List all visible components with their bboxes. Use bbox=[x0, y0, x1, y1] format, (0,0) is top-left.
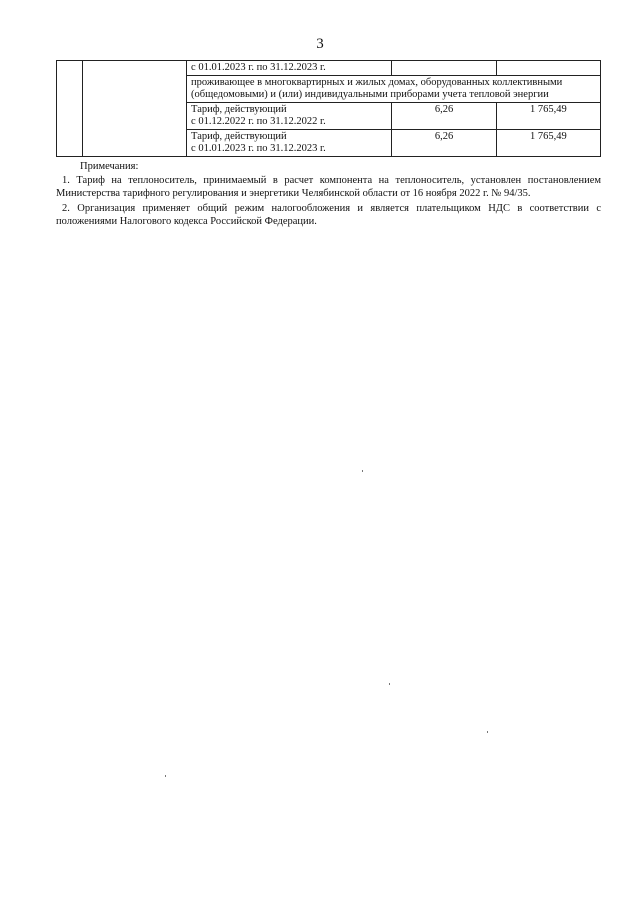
table-section-heading: проживающее в многоквартирных и жилых домах, оборудованных коллективными (общедомовыми) и (или) индивидуальными приборами учета тепловой энергии bbox=[187, 76, 601, 103]
table-cell-empty-e bbox=[496, 61, 600, 76]
scan-speck bbox=[165, 775, 166, 777]
tariff-label-cell bbox=[187, 130, 392, 157]
notes-heading: Примечания: bbox=[80, 161, 139, 172]
tariff-value-2: 1 765,49 bbox=[496, 103, 600, 130]
table-cell-empty-b bbox=[82, 61, 186, 157]
tariff-table bbox=[56, 60, 601, 157]
table-cell-empty-a bbox=[57, 61, 83, 157]
note-item: 2. Организация применяет общий режим налогообложения и является плательщиком НДС в соответствии с положениями Налогового кодекса Российской Федерации. bbox=[56, 203, 601, 227]
page-number: 3 bbox=[316, 36, 324, 52]
scan-speck bbox=[487, 731, 488, 733]
tariff-value-1: 6,26 bbox=[392, 130, 496, 157]
note-item: 1. Тариф на теплоноситель, принимаемый в расчет компонента на теплоноситель, установлен постановлением Министерства тарифного регулирования и энергетики Челябинской области от 16 ноября 2022 г. № 94/35. bbox=[56, 175, 601, 199]
tariff-label-cell bbox=[187, 103, 392, 130]
tariff-label-line2: с 01.01.2023 г. по 31.12.2023 г. bbox=[191, 143, 326, 154]
tariff-label-line2: с 01.12.2022 г. по 31.12.2022 г. bbox=[191, 116, 326, 127]
notes-section bbox=[56, 160, 601, 230]
tariff-label-line1: Тариф, действующий bbox=[191, 131, 287, 142]
scan-speck bbox=[362, 470, 363, 472]
table-row-period-top bbox=[57, 61, 601, 76]
scan-speck bbox=[389, 683, 390, 685]
table-cell-period: с 01.01.2023 г. по 31.12.2023 г. bbox=[187, 61, 392, 76]
tariff-label-line1: Тариф, действующий bbox=[191, 104, 287, 115]
tariff-value-1: 6,26 bbox=[392, 103, 496, 130]
tariff-value-2: 1 765,49 bbox=[496, 130, 600, 157]
table-cell-empty-d bbox=[392, 61, 496, 76]
